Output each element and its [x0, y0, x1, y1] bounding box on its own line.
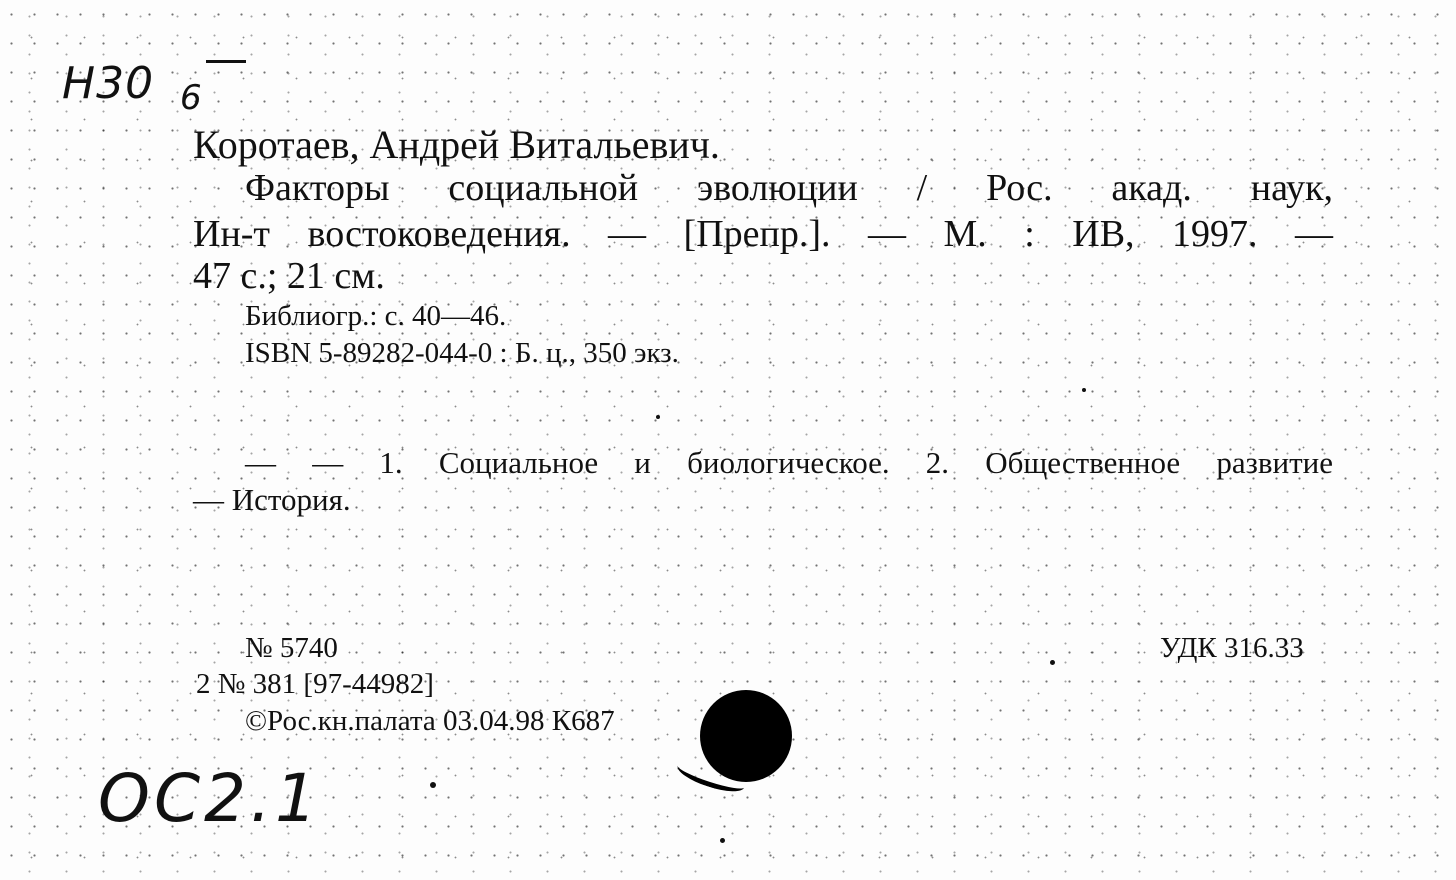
record-number: № 5740 [245, 632, 338, 664]
author-heading: Коротаев, Андрей Витальевич. [193, 122, 720, 167]
copyright-line: ©Рос.кн.палата 03.04.98 К687 [245, 705, 615, 737]
udk-code: УДК 316.33 [1160, 632, 1304, 664]
subjects-line-2: — История. [193, 482, 351, 517]
shelf-mark-sub: 6 [180, 78, 202, 118]
bibliography-note: Библиогр.: с. 40—46. [245, 300, 507, 332]
title-line-2: Ин-т востоковедения. — [Препр.]. — М. : ИВ, 1997. — [193, 213, 1333, 255]
shelf-mark-overline [206, 60, 246, 63]
shelf-mark: Н30 [62, 58, 155, 109]
ink-speck [720, 838, 725, 843]
subjects-line-1: — — 1. Социальное и биологическое. 2. Общественное развитие [245, 445, 1333, 480]
handwritten-inventory: ОС2.1 [98, 760, 321, 837]
ink-speck [656, 415, 660, 419]
ink-speck [1082, 388, 1086, 392]
ink-speck [430, 782, 436, 788]
secondary-number: 2 № 381 [97-44982] [196, 668, 434, 700]
ink-speck [1050, 660, 1055, 665]
title-line-3: 47 с.; 21 см. [193, 255, 385, 297]
isbn-line: ISBN 5-89282-044-0 : Б. ц., 350 экз. [245, 337, 679, 369]
title-line-1: Факторы социальной эволюции / Рос. акад. наук, [245, 167, 1333, 209]
